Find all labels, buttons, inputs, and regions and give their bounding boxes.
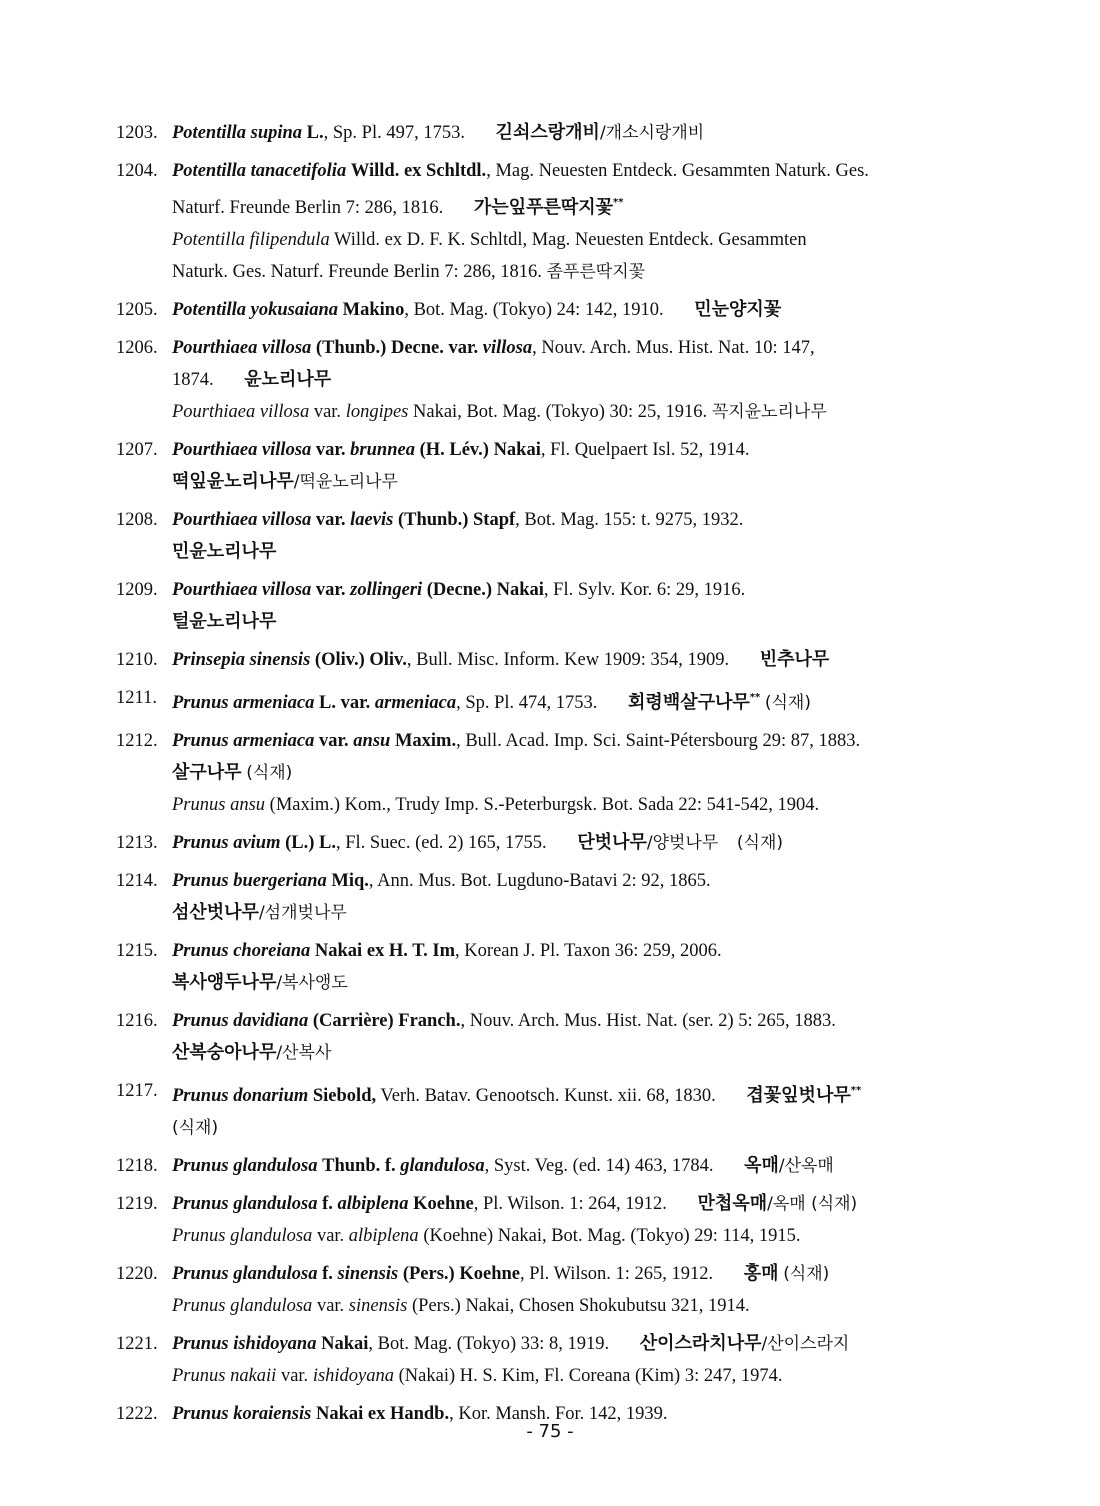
entry-line <box>172 434 984 466</box>
synonym-citation: Willd. ex D. F. K. Schltdl, Mag. Neuesten Entdeck. Gesammten <box>334 230 807 250</box>
entry-number: 1217. <box>116 1081 158 1101</box>
entry-line <box>172 967 984 999</box>
synonym-name: Potentilla filipendula <box>172 230 330 250</box>
entry-1218 <box>116 1150 984 1182</box>
scientific-name: Prunus avium <box>172 833 281 853</box>
synonym-citation: (Maxim.) Kom., Trudy Imp. S.-Peterburgsk. Bot. Sada 22: 541-542, 1904. <box>269 795 820 815</box>
scientific-name: Prunus buergeriana <box>172 871 327 891</box>
author: (Thunb.) Decne <box>315 338 440 358</box>
citation: , Sp. Pl. 474, 1753. <box>456 693 598 713</box>
entry-1216 <box>116 1005 984 1069</box>
infraspecific-name: villosa <box>482 338 533 358</box>
entry-1219 <box>116 1188 984 1252</box>
entry-number: 1216. <box>116 1011 158 1031</box>
cultivation-note: (식재) <box>172 1118 219 1138</box>
korean-name: 단벗나무 <box>577 832 647 853</box>
synonym-rank: var. <box>313 402 342 422</box>
entry-1221 <box>116 1328 984 1392</box>
citation: , Pl. Wilson. 1: 265, 1912. <box>519 1264 714 1284</box>
scientific-name: Potentilla tanacetifolia <box>172 161 347 181</box>
korean-alt-name: /떡윤노리나무 <box>293 472 398 492</box>
citation: , Bot. Mag. (Tokyo) 33: 8, 1919. <box>368 1334 610 1354</box>
entry-number: 1215. <box>116 941 158 961</box>
entry-1206 <box>116 332 984 428</box>
entry-1209 <box>116 574 984 638</box>
cultivation-note: (식재) <box>246 763 293 783</box>
entry-line <box>172 294 984 326</box>
entry-1208 <box>116 504 984 568</box>
synonym-epithet: sinensis <box>348 1296 408 1316</box>
rank: var. <box>319 731 349 751</box>
entry-number: 1221. <box>116 1334 158 1354</box>
footnote-mark: ** <box>613 197 624 208</box>
korean-name: 옥매 <box>744 1155 779 1176</box>
korean-name: 겹꽃잎벗나무** <box>746 1085 862 1106</box>
scientific-name: Prunus glandulosa <box>172 1156 318 1176</box>
entry-number: 1219. <box>116 1194 158 1214</box>
korean-name: 가는잎푸른딱지꽃** <box>473 197 624 218</box>
scientific-name: Pourthiaea villosa <box>172 440 312 460</box>
synonym-citation: (Nakai) H. S. Kim, Fl. Coreana (Kim) 3: 247, 1974. <box>398 1366 783 1386</box>
korean-name: 민눈양지꽃 <box>694 299 782 320</box>
entry-line <box>172 1037 984 1069</box>
entry-1214 <box>116 865 984 929</box>
citation: , Nouv. Arch. Mus. Hist. Nat. 10: 147, <box>532 338 815 358</box>
scientific-name: Prunus davidiana <box>172 1011 309 1031</box>
infraspecific-name: ansu <box>353 731 391 751</box>
entry-number: 1214. <box>116 871 158 891</box>
citation: , Fl. Suec. (ed. 2) 165, 1755. <box>335 833 547 853</box>
entry-line <box>172 1328 984 1360</box>
synonym-epithet: longipes <box>345 402 409 422</box>
scientific-name: Prunus donarium <box>172 1086 309 1106</box>
citation: , Ann. Mus. Bot. Lugduno-Batavi 2: 92, 1865. <box>368 871 711 891</box>
infraspecific-name: glandulosa <box>400 1156 485 1176</box>
author: Makino <box>342 300 405 320</box>
cultivation-note: (식재) <box>736 833 784 853</box>
synonym-line <box>172 1220 984 1252</box>
author: Siebold, <box>312 1086 377 1106</box>
rank: . var. <box>439 338 479 358</box>
entry-line <box>172 155 984 187</box>
synonym-line <box>172 256 984 288</box>
korean-alt-name: /섬개벚나무 <box>258 903 347 923</box>
entry-line <box>172 1112 984 1144</box>
rank: var. <box>315 510 346 530</box>
infraspecific-name: laevis <box>350 510 394 530</box>
citation: 1874. <box>172 370 214 390</box>
entry-number: 1209. <box>116 580 158 600</box>
citation: Verh. Batav. Genootsch. Kunst. xii. 68, 1830. <box>380 1086 716 1106</box>
entry-line <box>172 682 984 719</box>
korean-alt-name: /산복사 <box>276 1043 332 1063</box>
synonym-name: Pourthiaea villosa <box>172 402 310 422</box>
entry-number: 1218. <box>116 1156 158 1176</box>
citation: , Mag. Neuesten Entdeck. Gesammten Naturk. Ges. <box>486 161 869 181</box>
korean-name: 섬산벗나무 <box>172 902 259 923</box>
rank: f. <box>322 1264 333 1284</box>
scientific-name: Prunus ishidoyana <box>172 1334 317 1354</box>
entry-1215 <box>116 935 984 999</box>
entry-line <box>172 187 984 224</box>
entry-line <box>172 935 984 967</box>
entry-line <box>172 1188 984 1220</box>
korean-name: 산복숭아나무 <box>172 1042 277 1063</box>
korean-name: 살구나무 <box>172 762 242 783</box>
citation: , Fl. Sylv. Kor. 6: 29, 1916. <box>543 580 746 600</box>
author: (Thunb.) Stapf <box>397 510 516 530</box>
korean-name: 털윤노리나무 <box>172 611 277 632</box>
entry-number: 1205. <box>116 300 158 320</box>
synonym-name: Prunus glandulosa <box>172 1296 313 1316</box>
synonym-name: Prunus glandulosa <box>172 1226 313 1246</box>
scientific-name: Pourthiaea villosa <box>172 338 312 358</box>
synonym-name: Prunus ansu <box>172 795 266 815</box>
korean-name: 윤노리나무 <box>244 369 332 390</box>
page-number: - 75 - <box>526 1421 574 1442</box>
korean-alt-name: /양벚나무 <box>646 833 719 853</box>
entry-line <box>172 536 984 568</box>
citation: Naturf. Freunde Berlin 7: 286, 1816. <box>172 198 444 218</box>
entry-number: 1210. <box>116 650 158 670</box>
author: (Oliv.) Oliv. <box>314 650 407 670</box>
synonym-citation: Nakai, Bot. Mag. (Tokyo) 30: 25, 1916. <box>413 402 708 422</box>
author: (Pers.) Koehne <box>402 1264 520 1284</box>
entry-line <box>172 1258 984 1290</box>
citation: , Bull. Acad. Imp. Sci. Saint-Pétersbourg 29: 87, 1883. <box>456 731 861 751</box>
synonym-line <box>172 224 984 256</box>
author: L. <box>306 123 324 143</box>
entry-1213 <box>116 827 984 859</box>
scientific-name: Potentilla supina <box>172 123 303 143</box>
entry-1204 <box>116 155 984 288</box>
entry-line <box>172 606 984 638</box>
entry-number: 1211. <box>116 688 157 708</box>
entry-number: 1204. <box>116 161 158 181</box>
entry-number: 1203. <box>116 123 158 143</box>
scientific-name: Pourthiaea villosa <box>172 510 312 530</box>
synonym-line <box>172 789 984 821</box>
infraspecific-name: sinensis <box>337 1264 399 1284</box>
korean-name: 회령백살구나무** <box>628 692 761 713</box>
author: Willd. ex Schltdl. <box>350 161 487 181</box>
entry-1211 <box>116 682 984 719</box>
korean-name: 민윤노리나무 <box>172 541 277 562</box>
citation: , Nouv. Arch. Mus. Hist. Nat. (ser. 2) 5: 265, 1883. <box>460 1011 836 1031</box>
entry-line <box>172 1150 984 1182</box>
infraspecific-name: zollingeri <box>350 580 423 600</box>
citation: , Bot. Mag. (Tokyo) 24: 142, 1910. <box>404 300 664 320</box>
korean-name: 복사앵두나무 <box>172 972 277 993</box>
korean-alt-name: /개소시랑개비 <box>599 123 705 143</box>
entry-line <box>172 865 984 897</box>
footnote-mark: ** <box>749 692 761 703</box>
korean-name: 산이스라치나무 <box>639 1333 762 1354</box>
synonym-rank: var. <box>316 1296 345 1316</box>
entry-1203 <box>116 117 984 149</box>
scientific-name: Prunus armeniaca <box>172 693 315 713</box>
citation: , Pl. Wilson. 1: 264, 1912. <box>473 1194 667 1214</box>
cultivation-note: (식재) <box>783 1264 830 1284</box>
synonym-epithet: albiplena <box>348 1226 419 1246</box>
synonym-citation: (Koehne) Nakai, Bot. Mag. (Tokyo) 29: 114, 1915. <box>423 1226 801 1246</box>
entry-1205 <box>116 294 984 326</box>
entry-line <box>172 504 984 536</box>
korean-name: 만첩옥매 <box>697 1193 768 1214</box>
author: (Carrière) Franch. <box>312 1011 461 1031</box>
korean-alt-name: /산옥매 <box>778 1156 834 1176</box>
author: Maxim. <box>394 731 457 751</box>
entry-line <box>172 1005 984 1037</box>
entry-1220 <box>116 1258 984 1322</box>
synonym-citation: (Pers.) Nakai, Chosen Shokubutsu 321, 1914. <box>412 1296 750 1316</box>
author: Koehne <box>413 1194 474 1214</box>
entry-number: 1207. <box>116 440 158 460</box>
entry-number: 1212. <box>116 731 158 751</box>
entry-line <box>172 117 984 149</box>
infraspecific-name: brunnea <box>350 440 415 460</box>
citation: , Bull. Misc. Inform. Kew 1909: 354, 1909. <box>406 650 730 670</box>
entry-number: 1222. <box>116 1404 158 1424</box>
author: (H. Lév.) Nakai <box>419 440 541 460</box>
author: Nakai <box>321 1334 369 1354</box>
entry-number: 1208. <box>116 510 158 530</box>
synonym-line <box>172 1290 984 1322</box>
synonym-korean-name: 꼭지윤노리나무 <box>711 402 827 422</box>
author: Thunb. f. <box>322 1156 396 1176</box>
rank: f. <box>322 1194 333 1214</box>
synonym-citation: Naturk. Ges. Naturf. Freunde Berlin 7: 286, 1816. <box>172 262 542 282</box>
author: (Decne.) Nakai <box>426 580 544 600</box>
entry-line <box>172 725 984 757</box>
entry-line <box>172 757 984 789</box>
scientific-name: Pourthiaea villosa <box>172 580 312 600</box>
species-list <box>116 117 984 1436</box>
korean-name: 떡잎윤노리나무 <box>172 471 294 492</box>
entry-number: 1206. <box>116 338 158 358</box>
synonym-rank: var. <box>280 1366 309 1386</box>
synonym-line <box>172 1360 984 1392</box>
entry-1210 <box>116 644 984 676</box>
entry-line <box>172 466 984 498</box>
entry-number: 1213. <box>116 833 158 853</box>
scientific-name: Prunus armeniaca <box>172 731 315 751</box>
scientific-name: Prunus choreiana <box>172 941 311 961</box>
entry-line <box>172 827 984 859</box>
citation: , Fl. Quelpaert Isl. 52, 1914. <box>540 440 750 460</box>
korean-alt-name: /복사앵도 <box>276 973 348 993</box>
korean-name: 빈추나무 <box>759 649 830 670</box>
korean-name: 홍매 <box>743 1263 779 1284</box>
entry-line <box>172 644 984 676</box>
scientific-name: Prunus glandulosa <box>172 1264 318 1284</box>
entry-line <box>172 364 984 396</box>
scientific-name: Potentilla yokusaiana <box>172 300 339 320</box>
author: Nakai ex H. T. Im <box>314 941 456 961</box>
korean-name: 긷쇠스랑개비 <box>495 122 600 143</box>
entry-1207 <box>116 434 984 498</box>
citation: , Sp. Pl. 497, 1753. <box>323 123 465 143</box>
author: Miq. <box>331 871 369 891</box>
korean-alt-name: /옥매 (식재) <box>767 1194 858 1214</box>
author: L. var. <box>319 693 371 713</box>
synonym-rank: var. <box>316 1226 345 1246</box>
scientific-name: Prinsepia sinensis <box>172 650 311 670</box>
rank: var. <box>315 580 346 600</box>
scientific-name: Prunus koraiensis <box>172 1404 312 1424</box>
entry-number: 1220. <box>116 1264 158 1284</box>
entry-line <box>172 1075 984 1112</box>
rank: var. <box>315 440 346 460</box>
synonym-epithet: ishidoyana <box>312 1366 395 1386</box>
korean-alt-name: /산이스라지 <box>761 1334 850 1354</box>
citation: , Bot. Mag. 155: t. 9275, 1932. <box>515 510 744 530</box>
infraspecific-name: armeniaca <box>374 693 457 713</box>
footnote-mark: ** <box>850 1085 862 1096</box>
author: Nakai ex Handb. <box>315 1404 450 1424</box>
citation: , Syst. Veg. (ed. 14) 463, 1784. <box>484 1156 714 1176</box>
entry-1217 <box>116 1075 984 1144</box>
synonym-korean-name: 좀푸른딱지꽃 <box>546 262 646 282</box>
entry-line <box>172 332 984 364</box>
entry-line <box>172 897 984 929</box>
synonym-line <box>172 396 984 428</box>
entry-line <box>172 574 984 606</box>
citation: , Kor. Mansh. For. 142, 1939. <box>449 1404 668 1424</box>
author: (L.) L. <box>285 833 336 853</box>
infraspecific-name: albiplena <box>337 1194 409 1214</box>
citation: , Korean J. Pl. Taxon 36: 259, 2006. <box>455 941 722 961</box>
synonym-name: Prunus nakaii <box>172 1366 277 1386</box>
entry-1212 <box>116 725 984 821</box>
cultivation-note: (식재) <box>764 693 811 713</box>
scientific-name: Prunus glandulosa <box>172 1194 318 1214</box>
